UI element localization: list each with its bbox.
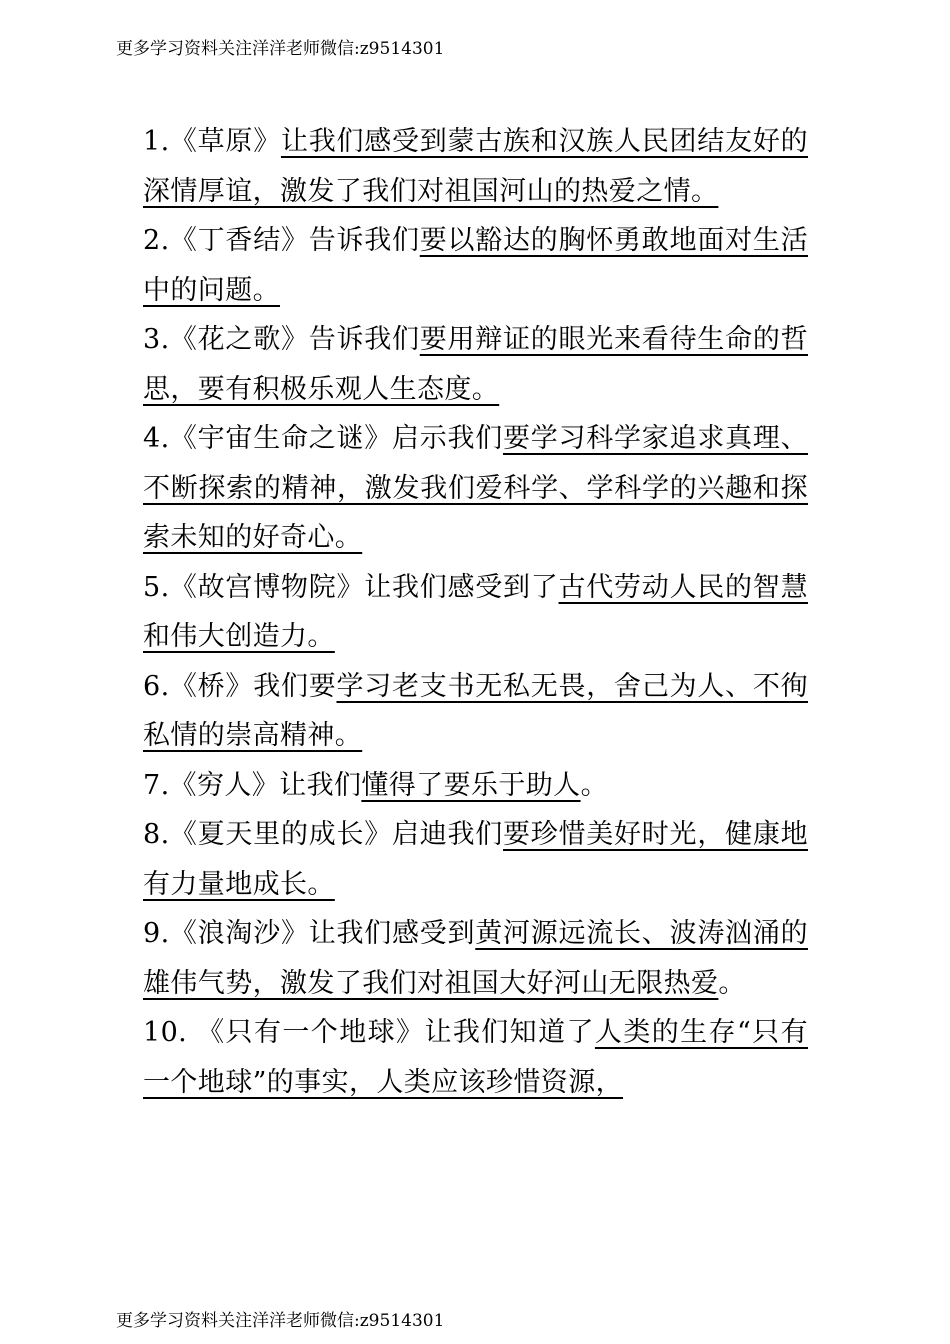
item-text: 告诉我们 [308, 324, 420, 355]
item-underlined-text: 要珍惜美好时光，健康地有力量地成长。 [143, 819, 808, 900]
item-underlined-text: 黄河源远流长、波涛汹涌的雄伟气势，激发了我们对祖国大好河山无限热爱 [143, 918, 808, 999]
item-underlined-text: 要用辩证的眼光来看待生命的哲思，要有积极乐观人生态度。 [143, 324, 808, 405]
item-underlined-text: 让我们感受到蒙古族和汉族人民团结友好的深情厚谊，激发了我们对祖国河山的热爱之情。 [143, 126, 808, 207]
document-body [143, 117, 808, 1107]
item-underlined-text: 要学习科学家追求真理、不断探索的精神 [143, 423, 808, 504]
item-title: 6.《桥》 [143, 670, 254, 702]
list-item [143, 909, 808, 1008]
item-underlined-text: 古代劳动人民的智慧和伟大创造力。 [143, 571, 808, 652]
list-item [143, 810, 808, 909]
item-tail: ，激发我们爱科学、学科学的兴趣和探索未知的好奇心。 [143, 472, 808, 553]
item-title: 9.《浪淘沙》 [143, 918, 309, 949]
item-text: 启示我们 [391, 423, 504, 454]
item-title: 4.《宇宙生命之谜》 [143, 423, 392, 454]
item-title: 10. 《只有一个地球》 [143, 1017, 425, 1048]
list-item [143, 315, 808, 414]
list-item [143, 216, 808, 315]
item-tail: 。 [580, 769, 608, 801]
list-item [143, 117, 808, 216]
list-item [143, 1008, 808, 1107]
item-text: 告诉我们 [308, 225, 420, 256]
page-footer: 更多学习资料关注洋洋老师微信:z9514301 [116, 1311, 445, 1331]
item-text: 让我们感受到 [308, 918, 476, 949]
page-header: 更多学习资料关注洋洋老师微信:z9514301 [116, 39, 445, 59]
item-text: 启迪我们 [391, 819, 504, 850]
item-text: 我们要 [253, 670, 337, 702]
item-tail: 。 [718, 967, 746, 999]
item-title: 8.《夏天里的成长》 [143, 819, 392, 850]
item-underlined-text: 学习老支书无私无畏，舍己为人、不徇私情的崇高精神。 [143, 670, 809, 751]
item-text: 让我们 [279, 769, 362, 801]
item-title: 5.《故宫博物院》 [143, 571, 365, 603]
item-underlined-text: 懂得了要乐于助人 [361, 769, 581, 801]
list-item [143, 662, 808, 761]
item-underlined-text: 要以豁达的胸怀勇敢地面对生活中的问题。 [143, 225, 808, 306]
item-underlined-text: 人类的生存“只有一个地球”的事实，人类应该珍惜资源， [143, 1017, 808, 1098]
item-text: 让我们感受到了 [364, 571, 559, 603]
item-title: 7.《穷人》 [143, 769, 280, 801]
item-title: 2.《丁香结》 [143, 225, 309, 256]
list-item [143, 414, 808, 563]
item-title: 3.《花之歌》 [143, 324, 309, 355]
list-item [143, 563, 808, 662]
list-item [143, 761, 808, 811]
item-text: 让我们知道了 [424, 1017, 595, 1048]
item-title: 1.《草原》 [143, 126, 281, 157]
